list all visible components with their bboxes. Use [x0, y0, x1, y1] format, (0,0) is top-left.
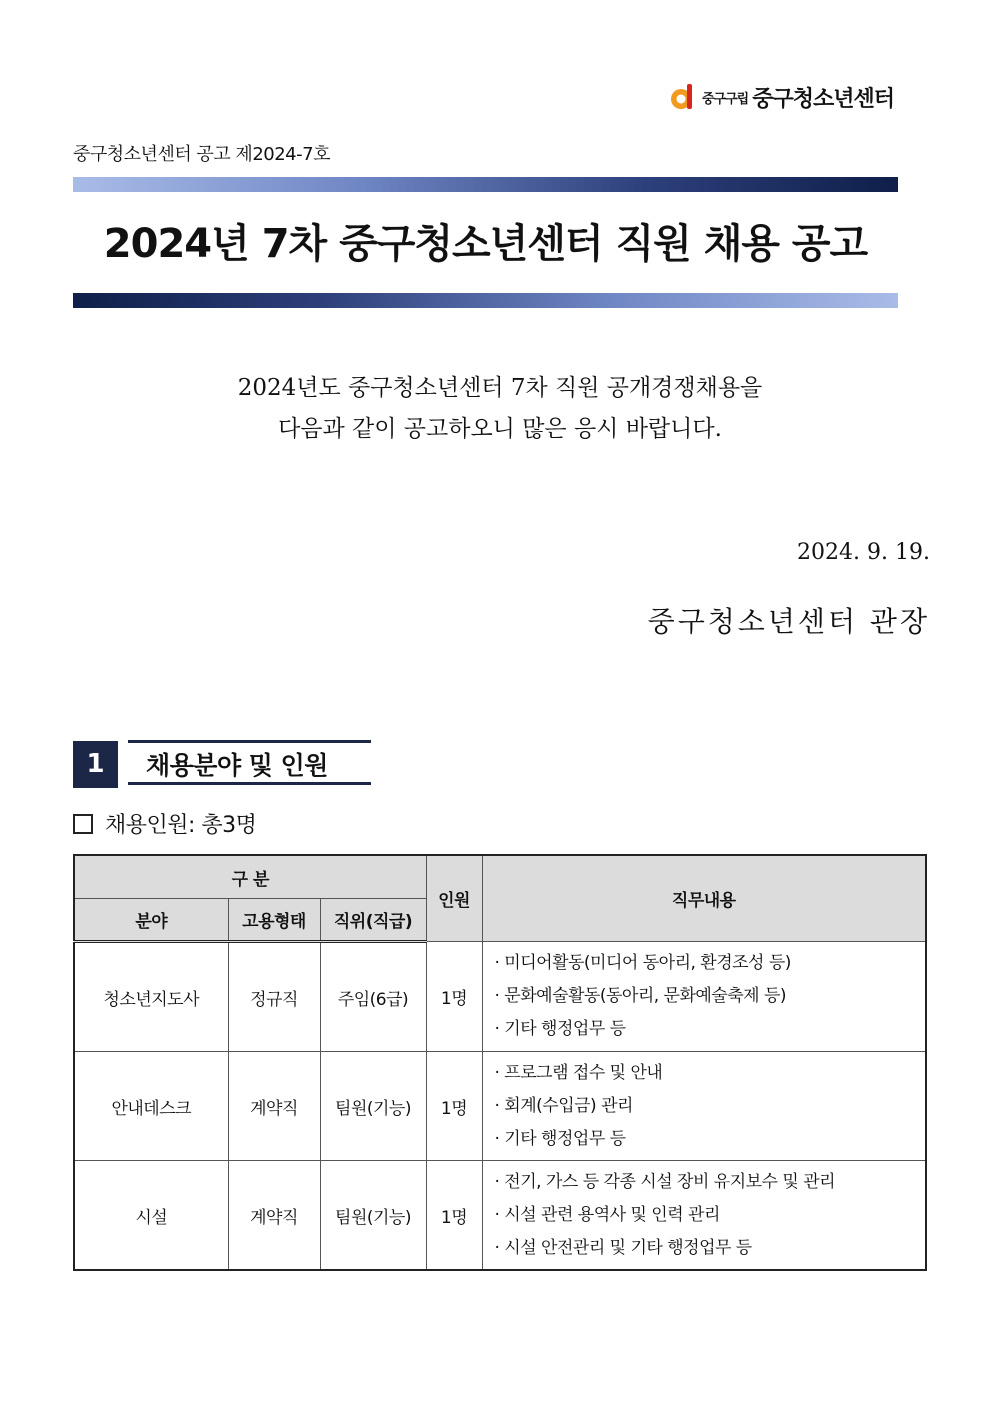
- duty-item: · 시설 안전관리 및 기타 행정업무 등: [494, 1237, 752, 1258]
- header-position: 직위(직급): [320, 899, 426, 942]
- headcount-text: 채용인원: 총3명: [105, 813, 257, 838]
- notice-number: 중구청소년센터 공고 제2024-7호: [73, 144, 330, 165]
- field-cell: 안내데스크: [74, 1052, 228, 1161]
- duty-item: · 문화예술활동(동아리, 문화예술축제 등): [494, 986, 787, 1006]
- intro-text: [0, 368, 1000, 450]
- intro-line-1: 2024년도 중구청소년센터 7차 직원 공개경쟁채용을: [237, 375, 763, 401]
- duty-item: · 미디어활동(미디어 동아리, 환경조성 등): [494, 953, 791, 973]
- section-title: 채용분야 및 인원: [128, 740, 371, 785]
- employment-type-cell: 정규직: [228, 942, 320, 1052]
- logo-name-text: 중구청소년센터: [752, 86, 894, 112]
- recruitment-table: [73, 854, 927, 1271]
- logo-small-text: 중구구립: [702, 91, 749, 107]
- headcount-cell: 1명: [426, 1161, 482, 1271]
- headcount-row: [73, 808, 256, 839]
- duty-item: · 기타 행정업무 등: [494, 1019, 626, 1039]
- position-cell: 주임(6급): [320, 942, 426, 1052]
- duties-cell: [482, 942, 926, 1052]
- intro-line-2: 다음과 같이 공고하오니 많은 응시 바랍니다.: [278, 416, 722, 442]
- field-cell: 시설: [74, 1161, 228, 1271]
- employment-type-cell: 계약직: [228, 1161, 320, 1271]
- page-title: 2024년 7차 중구청소년센터 직원 채용 공고: [103, 221, 868, 267]
- table-row: [74, 942, 926, 1052]
- position-cell: 팀원(기능): [320, 1052, 426, 1161]
- duties-cell: [482, 1161, 926, 1271]
- title-bottom-bar: [73, 293, 898, 308]
- duties-cell: [482, 1052, 926, 1161]
- notice-date: 2024. 9. 19.: [797, 540, 930, 565]
- section-number: 1: [73, 741, 118, 788]
- table-row: [74, 1052, 926, 1161]
- header-division: 구 분: [74, 855, 426, 899]
- duty-item: · 회계(수입금) 관리: [494, 1095, 633, 1116]
- duty-item: · 시설 관련 용역사 및 인력 관리: [494, 1204, 720, 1225]
- table-row: [74, 1161, 926, 1271]
- headcount-cell: 1명: [426, 942, 482, 1052]
- title-top-bar: [73, 177, 898, 192]
- header-employment-type: 고용형태: [228, 899, 320, 942]
- position-cell: 팀원(기능): [320, 1161, 426, 1271]
- checkbox-icon: [73, 814, 93, 834]
- logo-mark-icon: [668, 82, 698, 112]
- header-duties: 직무내용: [482, 855, 926, 942]
- duty-item: · 프로그램 접수 및 안내: [494, 1062, 663, 1083]
- employment-type-cell: 계약직: [228, 1052, 320, 1161]
- issuer-name: 중구청소년센터 관장: [647, 605, 930, 638]
- field-cell: 청소년지도사: [74, 942, 228, 1052]
- header-field: 분야: [74, 899, 228, 942]
- center-logo: [668, 80, 894, 114]
- headcount-cell: 1명: [426, 1052, 482, 1161]
- duty-item: · 전기, 가스 등 각종 시설 장비 유지보수 및 관리: [494, 1171, 836, 1192]
- duty-item: · 기타 행정업무 등: [494, 1128, 626, 1149]
- table-header-row: [74, 855, 926, 899]
- header-headcount: 인원: [426, 855, 482, 942]
